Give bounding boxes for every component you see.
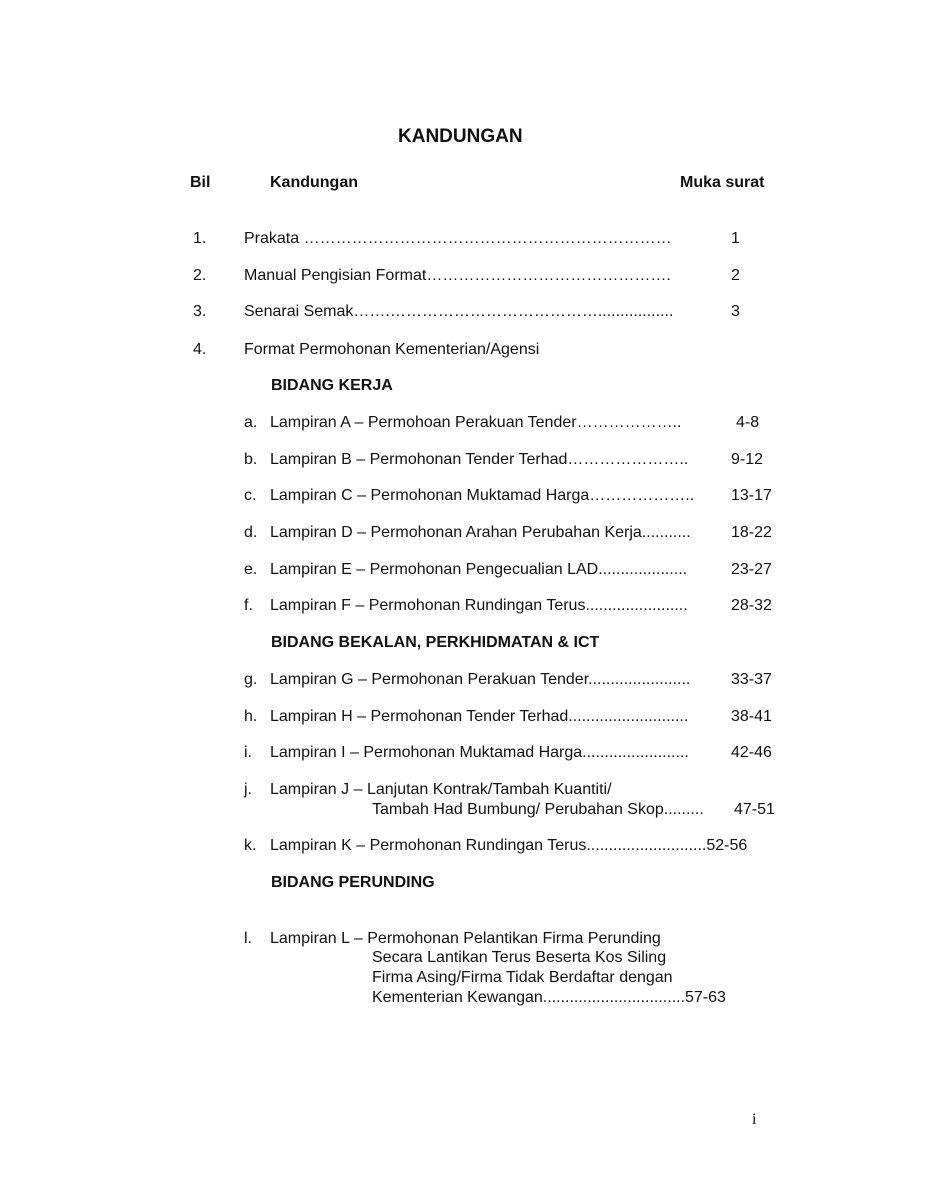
- entry-page: 42-46: [731, 744, 772, 761]
- entry-letter: c.: [244, 487, 257, 504]
- item-text: Prakata ……………………………………………………………: [244, 230, 672, 247]
- entry-text-continued: Kementerian Kewangan................................57-63: [372, 989, 726, 1006]
- entry-letter: j.: [244, 781, 252, 798]
- header-bil: Bil: [190, 174, 211, 191]
- entry-letter: d.: [244, 524, 258, 541]
- item-number: 4.: [193, 341, 207, 358]
- section-title-bekalan: BIDANG BEKALAN, PERKHIDMATAN & ICT: [271, 634, 600, 651]
- entry-page: 33-37: [731, 671, 772, 688]
- entry-letter: k.: [244, 837, 257, 854]
- entry-text-continued: Secara Lantikan Terus Beserta Kos Siling: [372, 949, 667, 966]
- item-number: 1.: [193, 230, 207, 247]
- entry-text-continued: Tambah Had Bumbung/ Perubahan Skop.........: [372, 801, 704, 818]
- entry-text: Lampiran D – Permohonan Arahan Perubahan Kerja...........: [270, 524, 691, 541]
- entry-letter: f.: [244, 597, 253, 614]
- entry-page: 18-22: [731, 524, 772, 541]
- item-page: 3: [731, 303, 740, 320]
- page-number: i: [752, 1111, 757, 1128]
- entry-text: Lampiran L – Permohonan Pelantikan Firma Perunding: [270, 930, 661, 947]
- section-title-kerja: BIDANG KERJA: [271, 377, 393, 394]
- entry-text: Lampiran C – Permohonan Muktamad Harga………………..: [270, 487, 695, 504]
- entry-letter: g.: [244, 671, 258, 688]
- item-page: 2: [731, 267, 740, 284]
- item-text: Format Permohonan Kementerian/Agensi: [244, 341, 540, 358]
- item-text: Senarai Semak…….………………………………….................: [244, 303, 674, 320]
- entry-text: Lampiran I – Permohonan Muktamad Harga........................: [270, 744, 689, 761]
- item-text: Manual Pengisian Format……………………………………….: [244, 267, 671, 284]
- entry-page: 38-41: [731, 708, 772, 725]
- entry-page: 28-32: [731, 597, 772, 614]
- entry-letter: b.: [244, 451, 258, 468]
- entry-text: Lampiran H – Permohonan Tender Terhad...........................: [270, 708, 689, 725]
- entry-page: 4-8: [736, 414, 760, 431]
- item-number: 2.: [193, 267, 207, 284]
- entry-text: Lampiran E – Permohonan Pengecualian LAD....................: [270, 561, 688, 578]
- item-page: 1: [731, 230, 740, 247]
- section-title-perunding: BIDANG PERUNDING: [271, 874, 435, 891]
- entry-page: 47-51: [734, 801, 775, 818]
- entry-letter: i.: [244, 744, 252, 761]
- entry-page: 13-17: [731, 487, 772, 504]
- entry-text: Lampiran G – Permohonan Perakuan Tender.......................: [270, 671, 691, 688]
- header-kandungan: Kandungan: [270, 174, 358, 191]
- entry-letter: a.: [244, 414, 258, 431]
- entry-letter: e.: [244, 561, 258, 578]
- entry-text-continued: Firma Asing/Firma Tidak Berdaftar dengan: [372, 969, 673, 986]
- entry-page: 9-12: [731, 451, 764, 468]
- entry-text: Lampiran A – Permohoan Perakuan Tender………………..: [270, 414, 682, 431]
- entry-letter: l.: [244, 930, 252, 947]
- entry-text: Lampiran B – Permohonan Tender Terhad…………………..: [270, 451, 689, 468]
- entry-text: Lampiran F – Permohonan Rundingan Terus.......................: [270, 597, 688, 614]
- header-muka-surat: Muka surat: [680, 174, 765, 191]
- entry-text: Lampiran K – Permohonan Rundingan Terus...........................52-56: [270, 837, 748, 854]
- entry-page: 23-27: [731, 561, 772, 578]
- entry-letter: h.: [244, 708, 258, 725]
- entry-text: Lampiran J – Lanjutan Kontrak/Tambah Kuantiti/: [270, 781, 612, 798]
- item-number: 3.: [193, 303, 207, 320]
- page-title: KANDUNGAN: [398, 126, 523, 147]
